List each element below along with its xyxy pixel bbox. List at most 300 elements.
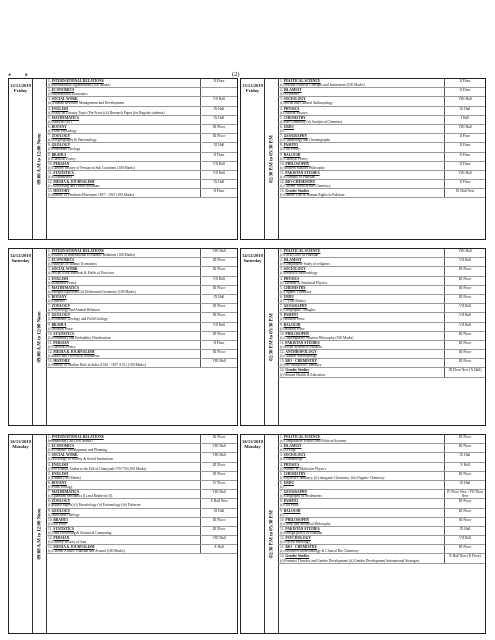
subject-cell: [278, 189, 444, 197]
subject-row: [278, 153, 485, 162]
subject-title: ENGLISH: [51, 276, 68, 281]
subject-number: 7.: [48, 134, 51, 139]
subject-cell: [278, 518, 444, 526]
exam-time: [264, 435, 279, 633]
exam-room: VII Hall: [200, 162, 237, 170]
subject-cell: [46, 97, 200, 105]
subject-number: 6.: [280, 124, 283, 129]
subject-title: PHYSICS: [283, 106, 300, 111]
paper-title: (i) Current Trend in Bio-Chemistry: [280, 184, 331, 189]
page-number: (2): [232, 71, 240, 78]
subject-number: 11.: [48, 340, 53, 345]
paper-title: (i) Women Health & Education: [280, 372, 325, 377]
subject-cell: [278, 481, 444, 489]
exam-room: III Floor: [200, 304, 237, 312]
subject-cell: [278, 368, 444, 376]
subject-row: [278, 554, 485, 563]
time-text: 09:00 A.M to 12:00 Noon: [37, 508, 42, 560]
paper-title: (i) Research Methodology: [280, 271, 318, 276]
subject-row: [46, 143, 237, 152]
subject-cell: [278, 527, 444, 535]
subject-number: 11.: [280, 170, 285, 175]
subject-title: MEDIA & JOURNALISM: [53, 180, 95, 185]
subject-row: [46, 341, 237, 350]
subject-title: CHEMISTRY: [283, 285, 306, 290]
subject-number: 6.: [280, 294, 283, 299]
paper-title: (i) Advanced Biotechnology & Clinical Bio Chemistry: [280, 549, 359, 554]
subject-cell: [46, 116, 200, 124]
subject-title: URDU: [283, 480, 294, 485]
exam-room: VII Hall: [200, 277, 237, 285]
subject-cell: [278, 444, 444, 452]
subject-cell: [278, 134, 444, 142]
exam-room: III Floor: [200, 258, 237, 266]
paper-title: (i) Literary History of Persian in Sub Continent (100 Marks): [48, 165, 135, 170]
subject-number: 12.: [280, 350, 285, 355]
subject-row: [278, 472, 485, 481]
subject-number: 7.: [280, 304, 283, 309]
paper-title: (i) Old Prose: [48, 521, 67, 526]
paper-title: (i) Physical Chemistry; (ii) Inorganic Chemistry; (iii) Organic Chemistry: [280, 475, 385, 480]
paper-title: (i) Local Govt. in Pakistan: [280, 253, 319, 258]
session-left: [8, 78, 238, 240]
paper-title: (i) Data Processing & Statistical Computing: [48, 530, 112, 535]
subject-cell: [46, 490, 200, 498]
subject-row: [46, 304, 237, 313]
subject-cell: [278, 463, 444, 471]
subject-cell: [278, 359, 444, 367]
subject-title: BOTANY: [51, 124, 67, 129]
subject-cell: [46, 277, 200, 285]
subject-number: 9.: [280, 322, 283, 327]
subject-title: MATHEMATICS: [51, 285, 80, 290]
day-text: Saturday: [11, 258, 30, 264]
exam-room: IX Hall: [200, 116, 237, 124]
exam-time: [32, 79, 47, 239]
subject-title: ENGLISH: [51, 471, 68, 476]
subject-number: 4.: [48, 106, 51, 111]
subject-list: [278, 79, 485, 239]
subject-row: [46, 518, 237, 527]
subject-cell: [46, 359, 200, 367]
subject-cell: [278, 97, 444, 105]
subject-cell: [278, 171, 444, 179]
paper-title: (i) Plant Physiology: [48, 129, 77, 134]
exam-time: [32, 249, 47, 425]
subject-number: 9.: [48, 508, 51, 513]
subject-title: STATISTICS: [53, 331, 75, 336]
paper-title: (i) Economic Geology and Field Geology: [48, 317, 108, 322]
exam-room: III Floor: [200, 527, 237, 535]
time-text: 02:30 P.M to 05:30 P.M: [269, 135, 274, 183]
subject-cell: [278, 453, 444, 461]
subject-title: PAKISTAN STUDIES: [285, 526, 320, 531]
subject-cell: [278, 277, 444, 285]
paper-title: (ii) Human Resource Management and Development: [48, 101, 125, 106]
subject-title: ECONOMICS: [51, 88, 75, 93]
subject-cell: [46, 481, 200, 489]
paper-title: (i) International Organizations (200 Marks): [48, 83, 111, 88]
paper-title: (i) Pre Islamic Arabia to the Fall of Umayyads 570-750 (100 Marks): [48, 466, 147, 471]
exam-room: IX Hall: [444, 453, 485, 461]
subject-cell: [46, 304, 200, 312]
subject-number: 6.: [48, 294, 51, 299]
subject-title: PHILOSOPHY: [285, 331, 310, 336]
exam-room: IX Hall: [200, 107, 237, 115]
paper-title: (i) Economy of Pakistan: [280, 174, 316, 179]
subject-title: MEDIA & JOURNALISM: [53, 545, 95, 550]
paper-title: (i) Classical Poetry: [48, 156, 76, 161]
exam-room: [200, 88, 237, 96]
paper-title: (i) ...: [280, 485, 287, 490]
exam-date: [241, 435, 264, 449]
exam-room: VIII Hall: [200, 453, 237, 461]
session-right: [240, 434, 486, 634]
subject-cell: [278, 116, 444, 124]
exam-room: X Hall New: [200, 499, 237, 507]
subject-number: 2.: [48, 88, 51, 93]
subject-title: INTERNATIONAL RELATIONS: [51, 435, 104, 439]
subject-row: [278, 518, 485, 527]
subject-row: [46, 249, 237, 258]
subject-row: [278, 435, 485, 444]
subject-number: 4.: [48, 462, 51, 467]
session-left: [8, 434, 238, 634]
subject-row: [278, 350, 485, 359]
subject-title: GEOGRAPHY: [283, 490, 308, 495]
paper-title: (Optional Papers) (i) Parasitology (ii) Entomology (iii) Fisheries: [48, 503, 141, 508]
paper-title: (i) Analysis (ii) I: [48, 119, 73, 124]
paper-title: (i) ...: [280, 512, 287, 517]
subject-cell: [278, 249, 444, 257]
day-text: Monday: [12, 444, 29, 450]
subject-title: BALOCHI: [283, 152, 301, 157]
paper-title: (i) Classical Poetry: [280, 156, 308, 161]
subject-cell: [278, 332, 444, 340]
subject-row: [46, 162, 237, 171]
exam-date: [241, 249, 264, 263]
subject-cell: [278, 490, 444, 498]
exam-room: IX Hall: [444, 481, 485, 489]
exam-date: [9, 79, 32, 93]
paper-title: (i) ...: [280, 129, 287, 134]
subject-title: ISLAMIAT: [283, 258, 302, 263]
subject-number: 9.: [280, 152, 283, 157]
subject-title: PASHTO: [283, 313, 299, 318]
subject-row: [46, 79, 237, 88]
paper-title: (i) Modern Prose: [48, 326, 73, 331]
schedule-section-2: [8, 248, 486, 426]
exam-room: VIII Hall: [200, 536, 237, 544]
subject-row: [46, 499, 237, 508]
subject-number: 4.: [48, 276, 51, 281]
subject-title: Gender Studies: [285, 554, 310, 559]
subject-title: Gender Studies: [285, 368, 310, 373]
paper-title: (i) Quantum Mechanics (I) and Relativity (I): [48, 494, 113, 499]
exam-room: III Floor: [444, 267, 485, 275]
subject-title: BIO - CHEMISTRY: [285, 359, 318, 364]
subject-cell: [46, 134, 200, 142]
paper-title: (i) Classical Poetry: [48, 344, 76, 349]
subject-row: [278, 536, 485, 545]
exam-room: VII Hall: [444, 258, 485, 266]
subject-number: 12.: [48, 180, 53, 185]
subject-row: [46, 134, 237, 143]
subject-cell: [46, 171, 200, 179]
paper-title: (i) Integral Equations (ii) Differential Geometry (100 Marks): [48, 289, 136, 294]
subject-title: ECONOMICS: [51, 444, 75, 449]
exam-room: III Floor: [200, 435, 237, 443]
subject-cell: [46, 463, 200, 471]
subject-number: 2.: [48, 444, 51, 449]
subject-cell: [278, 162, 444, 170]
exam-room: II Floor: [444, 180, 485, 188]
subject-cell: [46, 545, 200, 553]
exam-room: III Floor: [200, 125, 237, 133]
paper-title: (i) Modern Prose: [280, 326, 305, 331]
paper-title: (i) Bio-Analytical Chemistry: [280, 363, 322, 368]
subject-row: [46, 313, 237, 322]
subject-number: 8.: [48, 313, 51, 318]
subject-cell: [278, 153, 444, 161]
exam-room: VII Hall: [444, 313, 485, 321]
subject-title: SOCIAL WORK: [51, 453, 78, 458]
paper-title: (i) Econometrics: [48, 174, 73, 179]
subject-list: [46, 249, 237, 425]
subject-row: [46, 490, 237, 499]
date-text: 16/12/2019: [242, 439, 263, 444]
subject-cell: [46, 180, 200, 188]
exam-room: VIII Hall: [444, 171, 485, 179]
exam-room: II Floor: [444, 153, 485, 161]
paper-title: (i) Greek and Medieval Philosophy: [280, 521, 331, 526]
subject-cell: [278, 472, 444, 480]
session-right: [240, 78, 486, 240]
session-left: [8, 248, 238, 426]
subject-cell: [46, 153, 200, 161]
exam-room: II Floor: [200, 189, 237, 197]
scan-marks: • •: [8, 70, 31, 80]
exam-date: [9, 249, 32, 263]
exam-room: VIII Hall: [200, 359, 237, 367]
subject-title: PASHTO: [283, 499, 299, 504]
subject-row: [278, 134, 485, 143]
exam-room: II Floor: [444, 88, 485, 96]
subject-row: [46, 295, 237, 304]
subject-number: 12.: [280, 180, 285, 185]
paper-title: (i) Gender Law & Human Rights in Pakistan: [280, 193, 345, 198]
subject-number: 10.: [280, 517, 285, 522]
schedule-section-1: [8, 78, 486, 240]
subject-row: [46, 332, 237, 341]
subject-number: 1.: [48, 249, 51, 253]
subject-title: ISLAMIAT: [283, 88, 302, 93]
subject-title: BIO - CHEMISTRY: [285, 545, 318, 550]
subject-cell: [46, 444, 200, 452]
subject-number: 7.: [280, 134, 283, 139]
paper-title: (i) Modern Prose: [280, 317, 305, 322]
time-text: 02:30 P.M to 05:30 P.M: [269, 510, 274, 558]
subject-number: 4.: [280, 276, 283, 281]
subject-row: [278, 341, 485, 350]
paper-title: (i) Al-Fiqh: [280, 448, 296, 453]
subject-row: [278, 463, 485, 472]
subject-row: [46, 444, 237, 453]
subject-title: CHEMISTRY: [283, 115, 306, 120]
paper-title: (i) Atomic & Molecular Physics: [280, 466, 327, 471]
exam-room: IX Hall: [444, 527, 485, 535]
exam-room: VII Hall: [444, 536, 485, 544]
subject-number: 2.: [48, 258, 51, 263]
subject-row: [46, 481, 237, 490]
exam-room: II Floor: [200, 79, 237, 87]
subject-row: [278, 107, 485, 116]
subject-cell: [46, 107, 200, 115]
subject-cell: [278, 435, 444, 443]
exam-room: III Floor: [444, 444, 485, 452]
subject-number: 13.: [280, 545, 285, 550]
subject-row: [278, 499, 485, 508]
subject-cell: [46, 313, 200, 321]
paper-title: (i) Geographic Thoughts: [280, 308, 316, 313]
subject-cell: [278, 258, 444, 266]
schedule-section-3: [8, 434, 486, 634]
subject-row: [278, 125, 485, 134]
subject-row: [46, 527, 237, 536]
subject-number: 7.: [48, 304, 51, 309]
exam-room: II Floor: [444, 162, 485, 170]
subject-row: [278, 258, 485, 267]
subject-number: 2.: [280, 444, 283, 449]
time-text: 09:00 A.M to 12:00 Noon: [37, 311, 42, 363]
subject-title: GEOLOGY: [51, 143, 71, 148]
subject-cell: [46, 472, 200, 480]
date-text: 13/12/2019: [242, 83, 263, 88]
subject-number: 11.: [48, 526, 53, 531]
exam-room: III Floor: [444, 359, 485, 367]
subject-row: [46, 125, 237, 134]
exam-room: VII Hall: [444, 304, 485, 312]
subject-number: 3.: [48, 97, 51, 102]
subject-number: 1.: [280, 435, 283, 439]
subject-number: 12.: [48, 536, 53, 541]
paper-title: (i) Radio and Television Journalism: [48, 354, 100, 359]
subject-cell: [46, 249, 200, 257]
subject-cell: [278, 545, 444, 553]
subject-title: PAKISTAN STUDIES: [285, 340, 320, 345]
subject-number: 5.: [280, 285, 283, 290]
paper-title: (i) Probability and Probability Distributions: [48, 335, 111, 340]
day-text: Monday: [244, 444, 261, 450]
subject-number: 11.: [280, 526, 285, 531]
subject-number: 1.: [48, 79, 51, 83]
subject-number: 13.: [280, 189, 285, 194]
paper-title: (i) Social work Methods & Fields of Practices: [48, 271, 115, 276]
subject-cell: [278, 509, 444, 517]
subject-number: 8.: [48, 143, 51, 148]
paper-title: (i) Al-Hadith: [280, 92, 299, 97]
subject-row: [278, 171, 485, 180]
subject-row: [46, 258, 237, 267]
time-text: 02:30 P.M to 05:30 P.M: [269, 313, 274, 361]
subject-cell: [278, 323, 444, 331]
subject-number: 4.: [280, 462, 283, 467]
paper-title: (i) Criminology: [280, 457, 303, 462]
subject-number: 5.: [48, 471, 51, 476]
exam-room: IV Floor: [200, 481, 237, 489]
exam-time: [264, 249, 279, 425]
subject-list: [278, 435, 485, 633]
subject-cell: [278, 350, 444, 358]
paper-title: (i) Contemporary Western Philosophy (100 Marks): [280, 335, 354, 340]
exam-room: III Floor: [200, 313, 237, 321]
subject-cell: [278, 341, 444, 349]
subject-number: 10.: [48, 517, 53, 522]
subject-title: INTERNATIONAL RELATIONS: [51, 249, 104, 253]
subject-row: [278, 332, 485, 341]
exam-room: VII Hall: [200, 97, 237, 105]
subject-number: 14.: [280, 368, 285, 373]
subject-row: [278, 295, 485, 304]
exam-room: VIII Hall: [444, 97, 485, 105]
exam-room: III Floor: [444, 435, 485, 443]
exam-room: IX Hall: [200, 180, 237, 188]
subject-row: [46, 97, 237, 106]
subject-cell: [46, 332, 200, 340]
subject-number: 14.: [280, 554, 285, 559]
subject-title: SOCIOLOGY: [283, 453, 306, 458]
exam-room: III Floor: [200, 286, 237, 294]
subject-list: [46, 79, 237, 239]
subject-row: [46, 472, 237, 481]
subject-cell: [46, 341, 200, 349]
exam-room: II Floor: [200, 341, 237, 349]
subject-row: [46, 545, 237, 554]
subject-row: [46, 88, 237, 97]
paper-title: (i) Thermal & Statistical Physics: [280, 280, 328, 285]
paper-title: (i) Comparative Study of religions: [280, 262, 330, 267]
subject-number: 9.: [48, 152, 51, 157]
subject-cell: [46, 286, 200, 294]
subject-title: GEOGRAPHY: [283, 134, 308, 139]
exam-room: VIII Hall: [200, 490, 237, 498]
subject-title: STATISTICS: [53, 526, 74, 531]
exam-room: III Floor: [200, 267, 237, 275]
paper-title: (i) Romantic Poetry: [48, 280, 77, 285]
paper-title: (i) Drama (100 Marks): [48, 475, 81, 480]
date-text: 16/12/2019: [10, 439, 31, 444]
exam-room: VIII Hall: [200, 444, 237, 452]
paper-title: International Law (100 Marks): [48, 439, 93, 444]
paper-title: (i) Muslim Political Concepts and Institutions (100 Marks): [280, 83, 365, 88]
subject-list: [278, 249, 485, 425]
subject-number: 8.: [280, 313, 283, 318]
paper-title: (i) Old Poetry: [280, 147, 300, 152]
subject-row: [278, 527, 485, 536]
exam-date: [9, 435, 32, 449]
subject-cell: [46, 509, 200, 517]
subject-title: BRAHUI: [51, 322, 66, 327]
subject-title: ANTHROPOLOGY: [285, 350, 317, 355]
exam-room: III Floor New (X Hall): [444, 368, 485, 376]
paper-title: (i) Feminist Theories and Gender Development (ii) Gender Development International Strategies: [280, 558, 420, 563]
exam-room: III Floor: [200, 518, 237, 526]
subject-number: 12.: [280, 536, 285, 541]
subject-cell: [46, 527, 200, 535]
subject-title: BALOCHI: [283, 508, 301, 513]
exam-room: VII Hall: [200, 323, 237, 331]
session-right: [240, 248, 486, 426]
